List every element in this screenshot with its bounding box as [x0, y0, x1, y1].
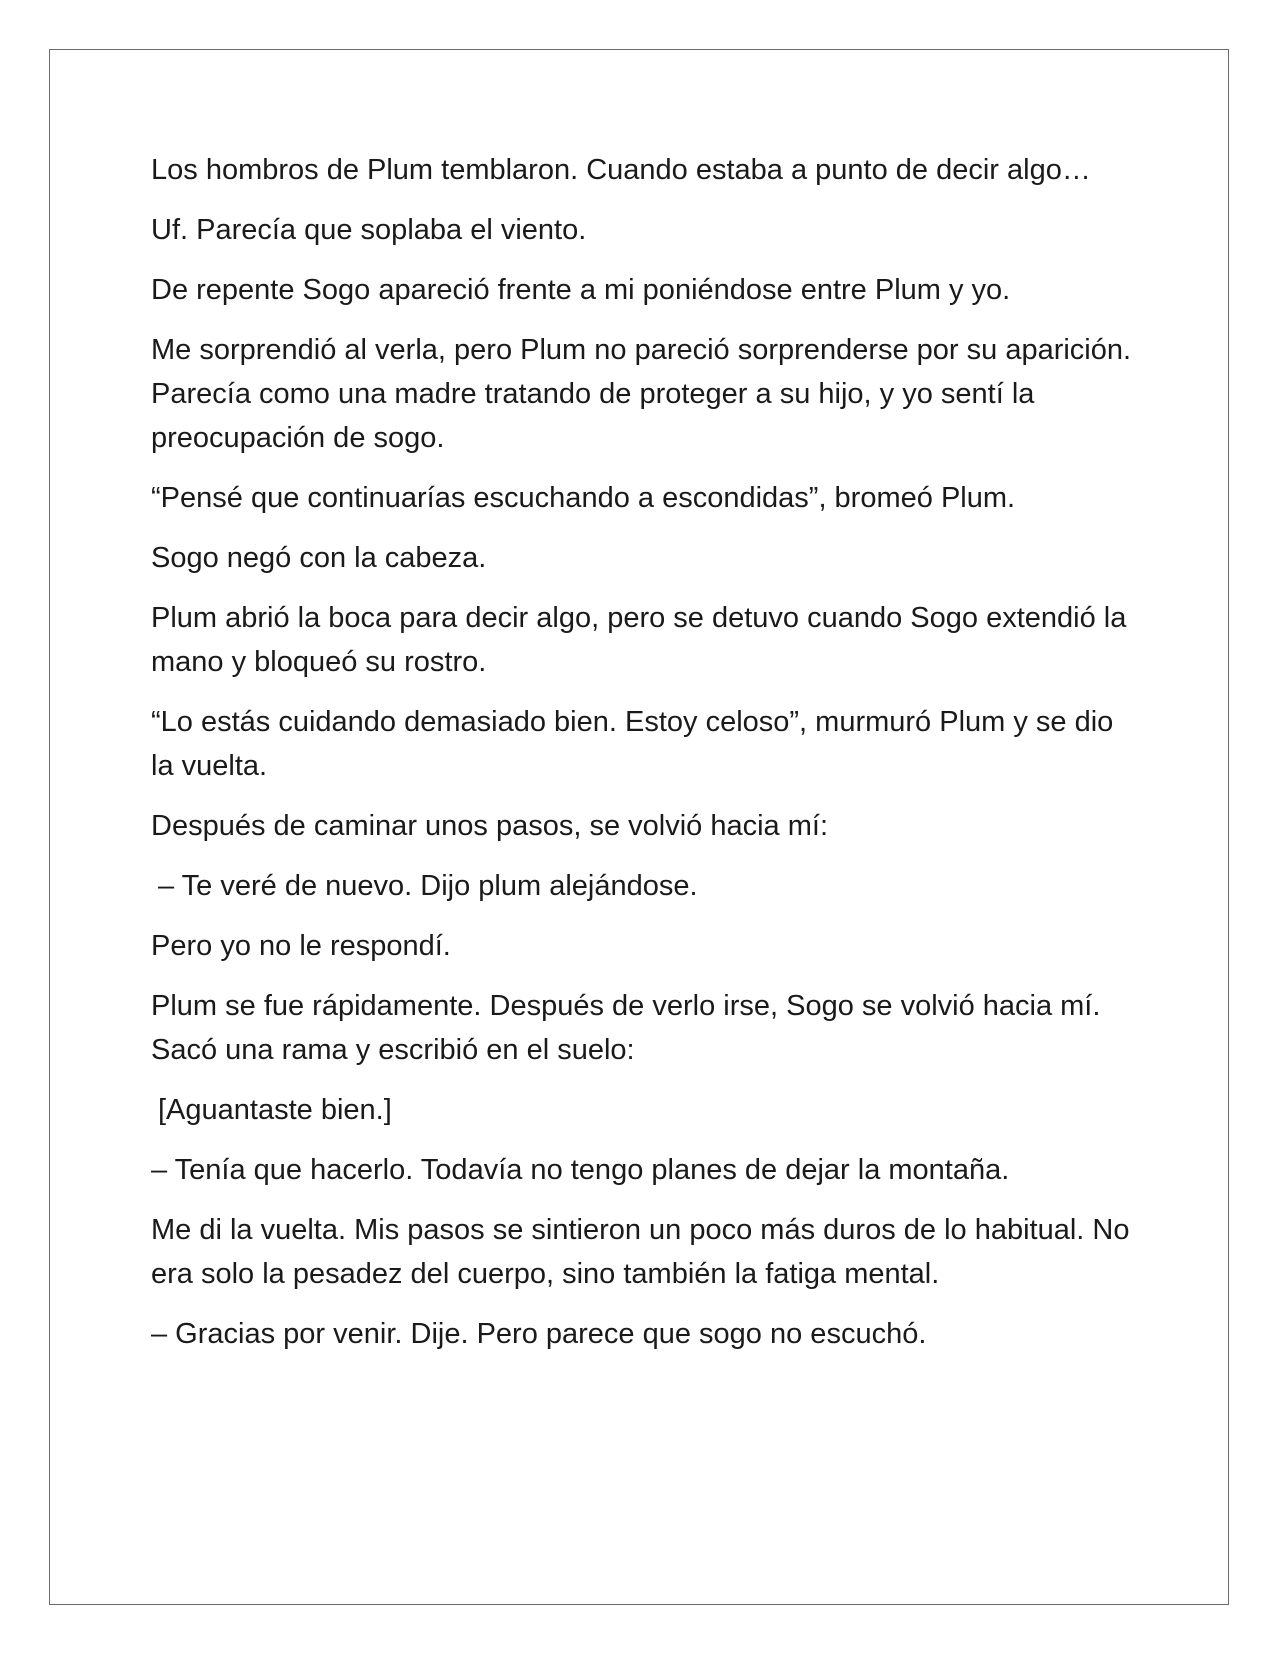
paragraph: “Pensé que continuarías escuchando a escondidas”, bromeó Plum.: [151, 482, 1016, 514]
paragraph: Plum abrió la boca para decir algo, pero se detuvo cuando Sogo extendió la mano y bloqueó su rostro.: [151, 602, 1127, 678]
paragraph: Uf. Parecía que soplaba el viento.: [151, 214, 587, 246]
paragraph: Me di la vuelta. Mis pasos se sintieron un poco más duros de lo habitual. No era solo la pesadez del cuerpo, sino también la fatiga mental.: [151, 1214, 1130, 1290]
paragraph: “Lo estás cuidando demasiado bien. Estoy celoso”, murmuró Plum y se dio la vuelta.: [151, 706, 1114, 782]
dialogue-line: – Te veré de nuevo. Dijo plum alejándose.: [158, 870, 698, 902]
paragraph: Plum se fue rápidamente. Después de verlo irse, Sogo se volvió hacia mí. Sacó una rama y escribió en el suelo:: [151, 990, 1101, 1066]
dialogue-line: – Gracias por venir. Dije. Pero parece que sogo no escuchó.: [151, 1318, 927, 1350]
paragraph: Después de caminar unos pasos, se volvió hacia mí:: [151, 810, 829, 842]
paragraph: Los hombros de Plum temblaron. Cuando estaba a punto de decir algo…: [151, 154, 1091, 186]
paragraph: Pero yo no le respondí.: [151, 930, 451, 962]
document-body: [151, 148, 1141, 1372]
dialogue-line: – Tenía que hacerlo. Todavía no tengo planes de dejar la montaña.: [151, 1154, 1010, 1186]
paragraph: Sogo negó con la cabeza.: [151, 542, 487, 574]
paragraph: Me sorprendió al verla, pero Plum no pareció sorprenderse por su aparición. Parecía como una madre tratando de proteger a su hijo, y yo sentí la preocupación de sogo.: [151, 334, 1132, 454]
paragraph: De repente Sogo apareció frente a mi poniéndose entre Plum y yo.: [151, 274, 1011, 306]
bracketed-note: [Aguantaste bien.]: [158, 1094, 392, 1126]
